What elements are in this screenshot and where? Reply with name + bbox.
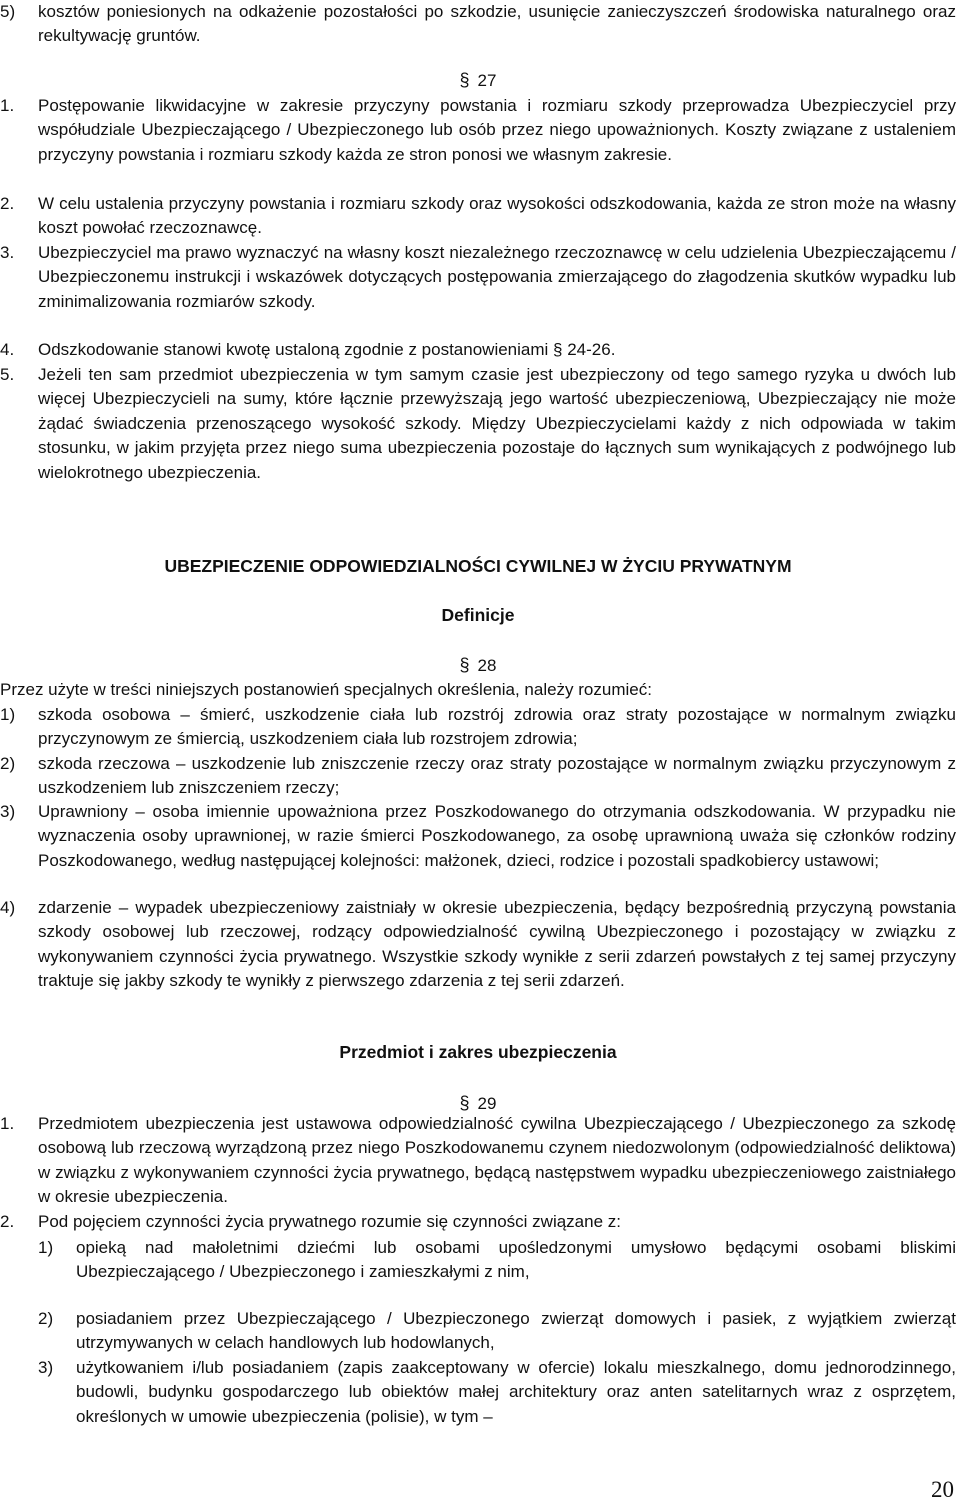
item-text: kosztów poniesionych na odkażenie pozostałości po szkodzie, usunięcie zanieczyszczeń środowiska naturalnego oraz rekultywację gruntów. xyxy=(38,2,956,46)
item-number: 3) xyxy=(0,802,16,821)
section-symbol: § xyxy=(553,340,563,359)
list-item xyxy=(0,752,956,801)
item-number: 1) xyxy=(38,1238,54,1257)
item-text: Przedmiotem ubezpieczenia jest ustawowa odpowiedzialność cywilna Ubezpieczającego / Ubezpieczonego za szkodę osobową lub rzeczową wyrządzoną przez niego Poszkodowanemu czynem niedozwolonym (odpowiedzialność deliktowa) w związku z wykonywaniem czynności życia prywatnego, będącą następstwem wypadku ubezpieczeniowego zaistniałego w okresie ubezpieczenia. xyxy=(38,1114,956,1207)
item-number: 1. xyxy=(0,96,15,115)
item-text: zdarzenie – wypadek ubezpieczeniowy zaistniały w okresie ubezpieczenia, będący bezpośrednią przyczyną powstania szkody osobowej lub rzeczowej, rodzący odpowiedzialność cywilną Ubezpieczonego i pozostający w związku z wykonywaniem czynności życia prywatnego. Wszystkie szkody wynikłe z serii zdarzeń powstałych z tej samej przyczyny traktuje się jakby szkody te wynikły z pierwszego zdarzenia z tej serii zdarzeń. xyxy=(38,898,956,991)
item-text: Pod pojęciem czynności życia prywatnego rozumie się czynności związane z: xyxy=(38,1212,621,1231)
list-item xyxy=(0,1112,956,1210)
item-number: 1. xyxy=(0,1114,15,1133)
section-number: 28 xyxy=(477,656,497,675)
sub-list-item xyxy=(38,1236,956,1285)
section-symbol: § xyxy=(459,1093,470,1113)
list-item xyxy=(0,1210,956,1234)
item-text: Jeżeli ten sam przedmiot ubezpieczenia w tym samym czasie jest ubezpieczony od tego samego ryzyka u dwóch lub więcej Ubezpieczycieli na sumy, które łącznie przewyższają jego wartość ubezpieczeniową, Ubezpieczający nie może żądać świadczenia przenoszącego wysokość szkody. Między Ubezpieczycielami każdy z nich odpowiada w takim stosunku, w jakim przyjęta przez niego suma ubezpieczenia pozostaje do łącznych sum wynikających z podwójnego lub wielokrotnego ubezpieczenia. xyxy=(38,365,956,482)
item-text: Postępowanie likwidacyjne w zakresie przyczyny powstania i rozmiaru szkody przeprowadza Ubezpieczyciel przy współudziale Ubezpieczającego / Ubezpieczonego lub osób przez niego upoważnionych. Koszty związane z ustaleniem przyczyny powstania i rozmiaru szkody każda ze stron ponosi we własnym zakresie. xyxy=(38,96,956,164)
list-item xyxy=(0,896,956,994)
item-number: 2) xyxy=(38,1309,54,1328)
item-number: 2) xyxy=(0,754,16,773)
section-symbol: § xyxy=(459,70,470,90)
list-item xyxy=(0,800,956,873)
list-item xyxy=(0,703,956,752)
section-heading-scope: Przedmiot i zakres ubezpieczenia xyxy=(339,1042,617,1062)
list-item xyxy=(0,94,956,167)
item-text: użytkowaniem i/lub posiadaniem (zapis zaakceptowany w ofercie) lokalu mieszkalnego, domu jednorodzinnego, budowli, budynku gospodarczego lub obiektów małej architektury oraz anten satelitarnych wraz z osprzętem, określonych w umowie ubezpieczenia (polisie), w tym – xyxy=(76,1358,956,1426)
item-number: 3) xyxy=(38,1358,54,1377)
item-text: posiadaniem przez Ubezpieczającego / Ubezpieczonego zwierząt domowych i pasiek, z wyjątkiem zwierząt utrzymywanych w celach handlowych lub hodowlanych, xyxy=(76,1309,956,1353)
item-number: 5. xyxy=(0,365,15,384)
section-symbol: § xyxy=(459,655,470,675)
item-number: 2. xyxy=(0,1212,15,1231)
list-item xyxy=(0,338,956,362)
item-number: 4) xyxy=(0,898,16,917)
list-item xyxy=(0,0,956,49)
item-text: szkoda osobowa – śmierć, uszkodzenie ciała lub rozstrój zdrowia oraz straty pozostające w normalnym związku przyczynowym ze śmiercią, uszkodzeniem ciała lub rozstrojem zdrowia; xyxy=(38,705,956,749)
document-title: UBEZPIECZENIE ODPOWIEDZIALNOŚCI CYWILNEJ W ŻYCIU PRYWATNYM xyxy=(164,556,792,576)
item-number: 2. xyxy=(0,194,15,213)
item-text: Uprawniony – osoba imiennie upoważniona przez Poszkodowanego do otrzymania odszkodowania. W przypadku nie wyznaczenia osoby uprawnionej, w razie śmierci Poszkodowanego, za osobę uprawnioną uważa się członków rodziny Poszkodowanego, według następującej kolejności: małżonek, dzieci, rodzice i pozostali spadkobiercy ustawowi; xyxy=(38,802,956,870)
list-item xyxy=(0,363,956,485)
item-number: 5) xyxy=(0,2,16,21)
section-marker-28 xyxy=(0,653,956,678)
item-text: szkoda rzeczowa – uszkodzenie lub zniszczenie rzeczy oraz straty pozostające w normalnym związku przyczynowym z uszkodzeniem lub zniszczeniem rzeczy; xyxy=(38,754,956,798)
list-item xyxy=(0,241,956,314)
item-number: 3. xyxy=(0,243,15,262)
section-number: 27 xyxy=(477,71,497,90)
item-number: 1) xyxy=(0,705,16,724)
page-number: 20 xyxy=(931,1477,954,1502)
section-marker-27 xyxy=(0,68,956,93)
item-text: Ubezpieczyciel ma prawo wyznaczyć na własny koszt niezależnego rzeczoznawcę w celu udzielenia Ubezpieczającemu / Ubezpieczonemu instrukcji i wskazówek dotyczących postępowania zmierzającego do złagodzenia skutków wypadku lub zminimalizowania rozmiarów szkody. xyxy=(38,243,956,311)
sub-list-item xyxy=(38,1356,956,1429)
definitions-intro: Przez użyte w treści niniejszych postanowień specjalnych określenia, należy rozumieć: xyxy=(0,680,652,699)
list-item xyxy=(0,192,956,241)
item-text: opieką nad małoletnimi dziećmi lub osobami upośledzonymi umysłowo będącymi osobami bliskimi Ubezpieczającego / Ubezpieczonego i zamieszkałymi z nim, xyxy=(76,1238,956,1282)
section-number: 29 xyxy=(477,1094,497,1113)
item-text: W celu ustalenia przyczyny powstania i rozmiaru szkody oraz wysokości odszkodowania, każda ze stron może na własny koszt powołać rzeczoznawcę. xyxy=(38,194,956,238)
section-heading-definitions: Definicje xyxy=(441,605,515,625)
item-text: Odszkodowanie stanowi kwotę ustaloną zgodnie z postanowieniami § 24-26. xyxy=(38,340,616,359)
item-number: 4. xyxy=(0,340,15,359)
sub-list-item xyxy=(38,1307,956,1356)
